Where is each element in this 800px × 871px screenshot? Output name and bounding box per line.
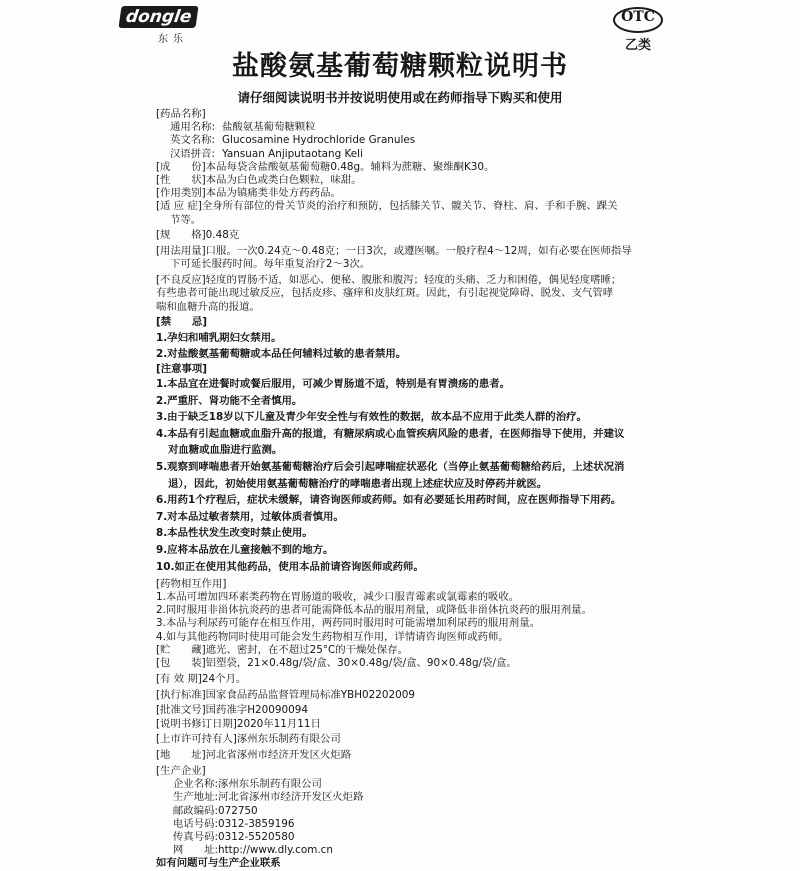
validity-label: [有 效 期] — [156, 672, 202, 685]
section-drug-name — [156, 108, 676, 161]
section-category — [156, 187, 676, 200]
storage-label: [贮 藏] — [156, 643, 206, 656]
spec-text: 0.48克 — [205, 229, 240, 242]
package-label: [包 装] — [156, 656, 206, 669]
production-address-label: 生产地址: — [172, 791, 218, 804]
section-contraindications — [156, 316, 676, 362]
leaflet-body — [156, 108, 676, 871]
section-composition — [156, 161, 676, 174]
adverse-text-cont: 有些患者可能出现过敏反应，包括皮疹、瘙痒和皮肤红斑。因此，有引起视觉障碍、脱发、支气管哮 — [156, 287, 614, 300]
adverse-text-cont2: 喘和血糖升高的报道。 — [156, 300, 260, 313]
precaution-item: 9.应将本品放在儿童接触不到的地方。 — [156, 543, 334, 556]
precaution-item: 2.严重肝、肾功能不全者慎用。 — [156, 394, 303, 407]
precaution-item: 4.本品有引起血糖或血脂升高的报道，有糖尿病或心血管疾病风险的患者，在医师指导下使用，并建议 — [156, 427, 625, 440]
section-package — [156, 657, 676, 670]
validity-text: 24个月。 — [201, 672, 247, 685]
section-revision-date — [156, 718, 676, 731]
properties-label: [性 状] — [156, 174, 206, 187]
precaution-item-cont: 对血糖或血脂进行监测。 — [168, 444, 283, 457]
company-name-value: 涿州东乐制药有限公司 — [218, 778, 322, 791]
page-title: 盐酸氨基葡萄糖颗粒说明书 — [232, 51, 568, 82]
contraindication-item: 2.对盐酸氨基葡萄糖或本品任何辅料过敏的患者禁用。 — [156, 348, 407, 361]
revision-text: 2020年11月11日 — [236, 717, 321, 730]
contraindications-label: [禁 忌] — [156, 316, 208, 329]
english-name-label: 英文名称: — [170, 134, 216, 147]
section-standard — [156, 689, 676, 702]
section-interactions — [156, 578, 676, 644]
brand-logo-sub: 东乐 — [158, 34, 188, 45]
website-value: http://www.dly.com.cn — [218, 844, 333, 857]
mah-text: 涿州东乐制药有限公司 — [236, 733, 341, 746]
brand-logo — [118, 4, 214, 44]
dosage-text-cont: 下可延长服药时间。每年重复治疗2～3次。 — [170, 258, 371, 271]
composition-label: [成 份] — [156, 160, 206, 173]
adverse-label: [不良反应] — [156, 274, 206, 287]
phone-label: 电话号码: — [172, 817, 218, 830]
section-indications — [156, 200, 676, 226]
approval-label: [批准文号] — [156, 704, 206, 717]
precaution-item: 1.本品宜在进餐时或餐后服用，可减少胃肠道不适，特别是有胃溃疡的患者。 — [156, 378, 511, 391]
fax-value: 0312-5520580 — [218, 830, 295, 843]
standard-label: [执行标准] — [156, 688, 206, 701]
section-mah — [156, 733, 676, 746]
revision-label: [说明书修订日期] — [156, 717, 237, 730]
address-text: 河北省涿州市经济开发区火炬路 — [205, 749, 352, 762]
section-properties — [156, 174, 676, 187]
dosage-label: [用法用量] — [156, 245, 206, 258]
section-dosage — [156, 245, 676, 271]
generic-name-value: 盐酸氨基葡萄糖颗粒 — [222, 121, 316, 134]
pinyin-name-value: Yansuan Anjiputaotang Keli — [222, 147, 363, 160]
properties-text: 本品为白色或类白色颗粒，味甜。 — [205, 174, 362, 187]
dosage-text: 口服。一次0.24克～0.48克；一日3次，或遵医嘱。一般疗程4～12周，如有必要在医师指导 — [205, 245, 632, 258]
standard-text: 国家食品药品监督管理局标准YBH02202009 — [205, 688, 415, 701]
precautions-label: [注意事项] — [156, 362, 208, 375]
precaution-item-cont: 退），因此，初始使用氨基葡萄糖治疗的哮喘患者出现上述症状应及时停药并就医。 — [168, 477, 548, 490]
precaution-item: 10.如正在使用其他药品，使用本品前请咨询医师或药师。 — [156, 560, 424, 573]
drug-name-heading: [药品名称] — [156, 108, 206, 120]
category-text: 本品为镇痛类非处方药药品。 — [205, 187, 341, 200]
composition-text: 本品每袋含盐酸氨基葡萄糖0.48g。辅料为蔗糖、聚维酮K30。 — [205, 160, 495, 173]
manufacturer-label: [生产企业] — [156, 764, 206, 777]
otc-badge: OTC — [613, 7, 663, 33]
precaution-item: 6.用药1个疗程后，症状未缓解，请咨询医师或药师。如有必要延长用药时间，应在医师指导下用药。 — [156, 494, 622, 507]
address-label: [地 址] — [156, 749, 206, 762]
approval-text: 国药准字H20090094 — [205, 704, 308, 717]
page-subtitle: 请仔细阅读说明书并按说明使用或在药师指导下购买和使用 — [237, 90, 563, 105]
section-adverse-reactions — [156, 274, 676, 314]
interaction-item: 3.本品与利尿药可能存在相互作用，两药同时服用时可能需增加利尿药的服用剂量。 — [156, 617, 540, 630]
interaction-item: 1.本品可增加四环素类药物在胃肠道的吸收，减少口服青霉素或氯霉素的吸收。 — [156, 590, 520, 603]
interaction-item: 2.同时服用非甾体抗炎药的患者可能需降低本品的服用剂量，或降低非甾体抗炎药的服用剂量。 — [156, 604, 592, 617]
brand-logo-text: dongle — [118, 6, 199, 28]
precaution-item: 3.由于缺乏18岁以下儿童及青少年安全性与有效性的数据，故本品不应用于此类人群的治疗。 — [156, 411, 587, 424]
otc-class-label: 乙类 — [624, 38, 651, 53]
zip-code-value: 072750 — [218, 804, 258, 817]
adverse-text: 轻度的胃肠不适，如恶心、便秘、腹胀和腹泻；轻度的头痛、乏力和困倦，偶见轻度嗜睡； — [205, 274, 622, 287]
section-storage — [156, 644, 676, 657]
mah-label: [上市许可持有人] — [156, 733, 237, 746]
section-validity — [156, 673, 676, 686]
footer-note: 如有问题可与生产企业联系 — [156, 857, 281, 870]
interaction-item: 4.如与其他药物同时使用可能会发生药物相互作用，详情请咨询医师或药师。 — [156, 630, 509, 643]
section-manufacturer — [156, 765, 676, 857]
precaution-item: 8.本品性状发生改变时禁止使用。 — [156, 527, 313, 540]
english-name-value: Glucosamine Hydrochloride Granules — [222, 134, 416, 147]
section-approval — [156, 704, 676, 717]
indications-label: [适 应 症] — [156, 200, 202, 213]
spec-label: [规 格] — [156, 229, 206, 242]
precaution-item: 5.观察到哮喘患者开始氨基葡萄糖治疗后会引起哮喘症状恶化（当停止氨基葡萄糖给药后，上述状况消 — [156, 460, 625, 473]
package-text: 铝塑袋，21×0.48g/袋/盒、30×0.48g/袋/盒、90×0.48g/袋/盒。 — [205, 656, 517, 669]
phone-value: 0312-3859196 — [218, 817, 295, 830]
category-label: [作用类别] — [156, 187, 206, 200]
pinyin-name-label: 汉语拼音: — [170, 147, 216, 160]
fax-label: 传真号码: — [172, 830, 218, 843]
storage-text: 遮光、密封，在不超过25°C的干燥处保存。 — [205, 643, 408, 656]
production-address-value: 河北省涿州市经济开发区火炬路 — [218, 791, 364, 804]
contraindication-item: 1.孕妇和哺乳期妇女禁用。 — [156, 331, 282, 344]
interactions-label: [药物相互作用] — [156, 577, 227, 590]
section-spec — [156, 229, 676, 242]
website-label: 网 址: — [172, 844, 218, 857]
indications-text-cont: 节等。 — [170, 213, 202, 226]
section-precautions — [156, 363, 676, 575]
precaution-item: 7.对本品过敏者禁用，过敏体质者慎用。 — [156, 510, 344, 523]
indications-text: 全身所有部位的骨关节炎的治疗和预防，包括膝关节、髋关节、脊柱、肩、手和手腕、踝关 — [201, 200, 618, 213]
generic-name-label: 通用名称: — [170, 121, 216, 134]
company-name-label: 企业名称: — [172, 778, 218, 791]
section-address — [156, 749, 676, 762]
zip-code-label: 邮政编码: — [172, 804, 218, 817]
